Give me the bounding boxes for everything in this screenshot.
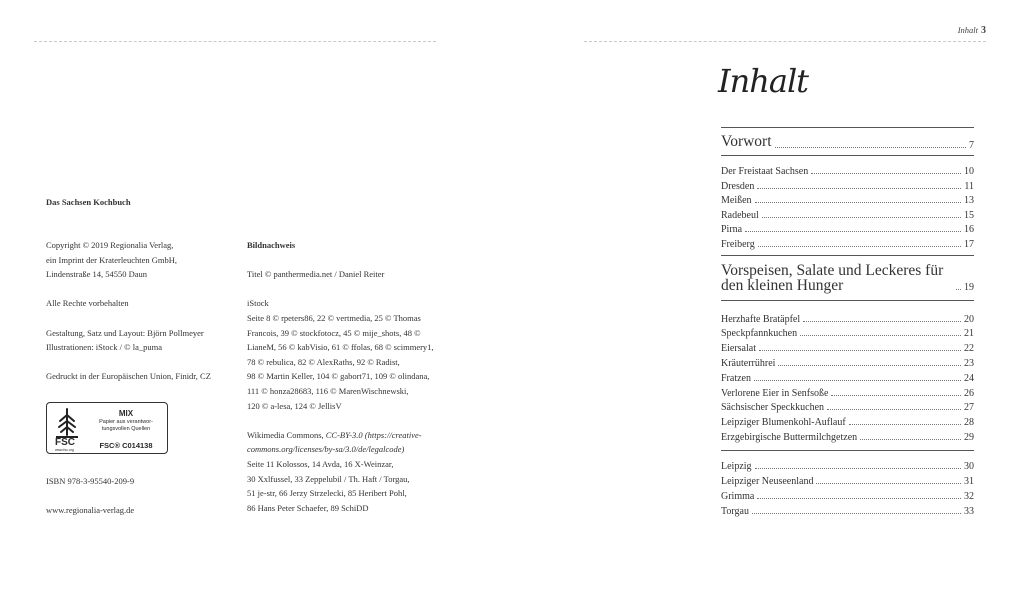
toc-entry[interactable] (721, 402, 974, 413)
toc-leader-dots (778, 365, 961, 366)
toc-entry-label: Grimma (721, 491, 755, 502)
toc-leader-dots (849, 424, 961, 425)
toc-entry-page: 21 (964, 328, 974, 339)
toc-entry-label: Meißen (721, 195, 752, 206)
toc-leader-dots (762, 217, 961, 218)
page-number: 3 (981, 25, 986, 36)
toc-entry[interactable] (721, 491, 974, 502)
toc-entry-label: Eiersalat (721, 343, 756, 354)
toc-entry[interactable] (721, 239, 974, 250)
fsc-paper-line: tungsvollen Quellen (101, 425, 151, 432)
toc-entry-label: Erzgebirgische Buttermilchgetzen (721, 432, 858, 443)
toc-leader-dots (754, 380, 961, 381)
toc-entry[interactable] (721, 476, 974, 487)
toc-divider (721, 155, 974, 156)
credit-line: Francois, 39 © stockfotocz, 45 © mije_shots, 48 © (247, 327, 421, 338)
toc-entry-page: 30 (964, 461, 974, 472)
credit-line: 78 © rebulica, 82 © AlexRaths, 92 © Radist, (247, 356, 400, 367)
toc-entry-label: Speckpfannkuchen (721, 328, 798, 339)
toc-entry-page: 33 (964, 506, 974, 517)
top-dashed-rule-left (34, 41, 436, 42)
toc-entry-page: 7 (969, 140, 974, 151)
imprint-line: Lindenstraße 14, 54550 Daun (46, 269, 148, 280)
toc-entry-label: Leipziger Blumenkohl-Auflauf (721, 417, 846, 428)
imprint-block (46, 238, 236, 384)
toc-entry-label: Leipzig (721, 461, 752, 472)
toc-entry-page: 31 (964, 476, 974, 487)
toc-leader-dots (827, 409, 961, 410)
toc-leader-dots (755, 468, 961, 469)
toc-entry-page: 23 (964, 358, 974, 369)
toc-entry[interactable] (721, 181, 974, 192)
image-credits (247, 238, 447, 515)
wikimedia-license-url: commons.org/licenses/by-sa/3.0/de/legalcode) (247, 444, 405, 455)
toc-entry-label: Dresden (721, 181, 755, 192)
fsc-paper-line: Papier aus verantwor- (99, 419, 153, 425)
toc-entry-page: 22 (964, 343, 974, 354)
toc-title: Inhalt (718, 62, 809, 100)
toc-entry-page: 10 (964, 166, 974, 177)
wikimedia-license: CC-BY-3.0 (https://creative- (325, 429, 422, 440)
toc-entry-label: Sächsischer Speckkuchen (721, 402, 825, 413)
toc-entry-label: Vorspeisen, Salate und Leckeres für den kleinen Hunger (721, 262, 944, 294)
toc-leader-dots (816, 483, 961, 484)
toc-entry-label: Freiberg (721, 239, 755, 250)
toc-entry-page: 13 (964, 195, 974, 206)
top-dashed-rule-right (584, 41, 986, 42)
toc-leader-dots (759, 350, 961, 351)
imprint-line: Gestaltung, Satz und Layout: Björn Pollmeyer (46, 327, 204, 338)
credit-line: 98 © Martin Keller, 104 © gabort71, 109 © olindana, (247, 371, 430, 382)
toc-entry-page: 19 (964, 282, 974, 293)
toc-leader-dots (860, 439, 961, 440)
toc-entry[interactable] (721, 263, 974, 293)
toc-entry[interactable] (721, 133, 974, 151)
toc-entry-page: 16 (964, 224, 974, 235)
toc-entry[interactable] (721, 388, 974, 399)
toc-entry-page: 27 (964, 402, 974, 413)
toc-entry[interactable] (721, 210, 974, 221)
toc-entry[interactable] (721, 461, 974, 472)
toc-entry[interactable] (721, 328, 974, 339)
wikimedia-line (247, 428, 447, 443)
toc-entry[interactable] (721, 417, 974, 428)
toc-entry-page: 15 (964, 210, 974, 221)
credit-line: 86 Hans Peter Schaefer, 89 SchiDD (247, 502, 369, 513)
isbn: ISBN 978-3-95540-209-9 (46, 476, 135, 486)
toc-entry-page: 29 (964, 432, 974, 443)
imprint-line: Copyright © 2019 Regionalia Verlag, (46, 240, 174, 250)
toc-entry-page: 26 (964, 388, 974, 399)
fsc-paper-text (87, 419, 165, 432)
toc-leader-dots (956, 289, 961, 290)
toc-entry[interactable] (721, 343, 974, 354)
toc-entry-label: Pirna (721, 224, 743, 235)
toc-leader-dots (803, 321, 961, 322)
publisher-website[interactable]: www.regionalia-verlag.de (46, 505, 135, 515)
toc-entry-page: 20 (964, 314, 974, 325)
credit-line: Seite 8 © rpeters86, 22 © vertmedia, 25 © Thomas (247, 312, 421, 323)
fsc-code: FSC® C014138 (99, 441, 153, 450)
toc-divider (721, 450, 974, 451)
toc-entry-label: Fratzen (721, 373, 751, 384)
toc-entry[interactable] (721, 506, 974, 517)
toc-leader-dots (745, 231, 961, 232)
toc-entry[interactable] (721, 373, 974, 384)
toc-divider (721, 255, 974, 256)
imprint-line: Illustrationen: iStock / © la_puma (46, 342, 162, 353)
credit-line: 111 © honza28683, 116 © MarenWischnewski, (247, 385, 409, 396)
toc-entry[interactable] (721, 166, 974, 177)
toc-leader-dots (800, 335, 961, 336)
credit-line: LianeM, 56 © kabVisio, 61 © ffolas, 68 © scimmery1, (247, 342, 434, 353)
toc-leader-dots (811, 173, 961, 174)
title-credit: Titel © panthermedia.net / Daniel Reiter (247, 269, 385, 280)
toc-entry-page: 28 (964, 417, 974, 428)
toc-entry[interactable] (721, 358, 974, 369)
credits-heading: Bildnachweis (247, 240, 296, 250)
fsc-url: www.fsc.org (55, 448, 74, 452)
credit-line: Seite 11 Kolossos, 14 Avda, 16 X-Weinzar, (247, 458, 394, 469)
toc-entry[interactable] (721, 314, 974, 325)
toc-entry-label: Radebeul (721, 210, 759, 221)
book-title: Das Sachsen Kochbuch (46, 197, 131, 207)
toc-entry-page: 32 (964, 491, 974, 502)
toc-divider (721, 127, 974, 128)
running-header-section: Inhalt (957, 25, 978, 35)
toc-entry-page: 11 (964, 181, 974, 192)
credit-line: 120 © a-lesa, 124 © JellisV (247, 400, 342, 411)
toc-entry-label: Torgau (721, 506, 749, 517)
toc-divider (721, 300, 974, 301)
imprint-line: Gedruckt in der Europäischen Union, Finidr, CZ (46, 371, 211, 382)
toc-leader-dots (755, 202, 961, 203)
toc-entry[interactable] (721, 224, 974, 235)
fsc-mix: MIX (118, 409, 134, 418)
fsc-tree-icon (53, 407, 81, 439)
toc-leader-dots (757, 498, 961, 499)
toc-leader-dots (758, 246, 961, 247)
toc-leader-dots (752, 513, 961, 514)
running-header (958, 25, 986, 36)
fsc-label (46, 402, 168, 454)
istock-label: iStock (247, 298, 269, 309)
toc-entry-label: Der Freistaat Sachsen (721, 166, 809, 177)
toc-entry-label: Verlorene Eier in Senfsoße (721, 388, 829, 399)
toc-entry-label: Leipziger Neuseenland (721, 476, 814, 487)
toc-entry-page: 24 (964, 373, 974, 384)
toc-entry-page: 17 (964, 239, 974, 250)
toc-entry[interactable] (721, 195, 974, 206)
imprint-line: Alle Rechte vorbehalten (46, 298, 129, 309)
credit-line: 30 Xxlfussel, 33 Zeppelubil / Th. Haft / Torgau, (247, 473, 410, 484)
imprint-line: ein Imprint der Kraterleuchten GmbH, (46, 254, 177, 265)
toc-entry[interactable] (721, 432, 974, 443)
credit-line: 51 je-str, 66 Jerzy Strzelecki, 85 Heribert Pohl, (247, 488, 407, 499)
toc-entry-label: Vorwort (721, 133, 772, 150)
wikimedia-prefix: Wikimedia Commons, (247, 429, 326, 440)
toc-entry-label: Herzhafte Bratäpfel (721, 314, 801, 325)
toc-leader-dots (831, 395, 961, 396)
toc-leader-dots (775, 147, 966, 148)
toc-leader-dots (757, 188, 961, 189)
fsc-brand: FSC (55, 437, 75, 448)
toc-entry-label: Kräuterrührei (721, 358, 776, 369)
